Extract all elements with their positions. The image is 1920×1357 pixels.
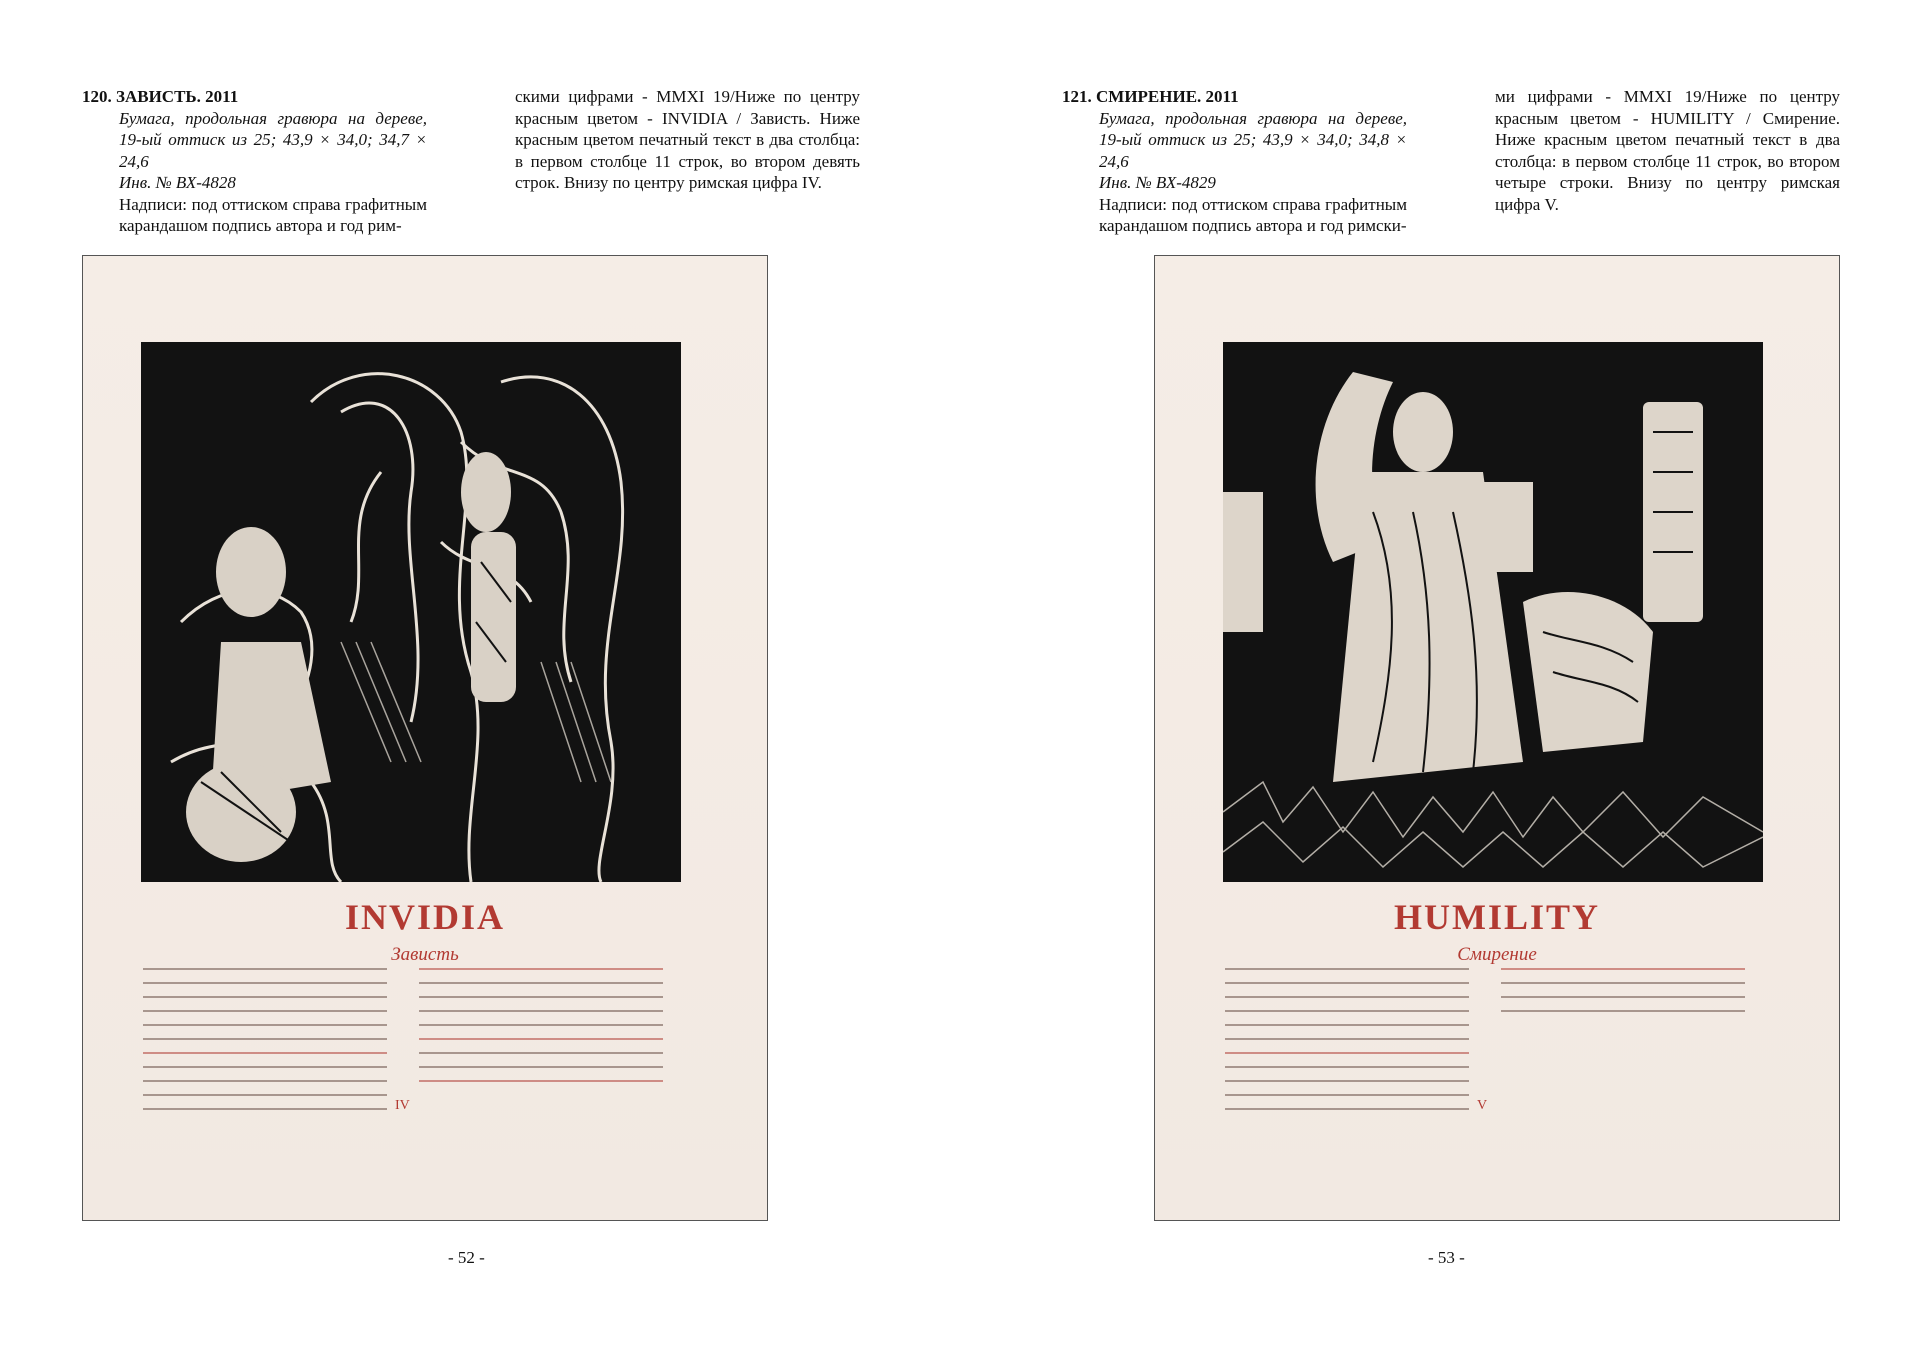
- entry-column-1: [1062, 86, 1407, 237]
- print-roman-numeral: IV: [395, 1098, 410, 1113]
- print-title: HUMILITY: [1393, 897, 1601, 937]
- entry-title: 120. ЗАВИСТЬ. 2011: [82, 87, 239, 106]
- print-text-column-1: [143, 968, 387, 1118]
- print-title: INVIDIA: [344, 897, 506, 937]
- entry-inventory: Инв. № ВХ-4828: [119, 173, 236, 192]
- entry-column-2: скими цифрами - MMXI 19/Ниже по центру красным цветом - INVIDIA / Зависть. Ниже красным цветом печатный текст в два столбца: в первом столбце 11 строк, во втором девять строк. Внизу по центру римская цифра IV.: [515, 87, 860, 192]
- entry-inscriptions: Надписи: под оттиском справа графитным карандашом подпись автора и год рим-: [119, 194, 427, 235]
- engraving-image: [141, 342, 681, 882]
- entry-inscriptions: Надписи: под оттиском справа графитным карандашом подпись автора и год римски-: [1099, 194, 1407, 235]
- print-body-text: [1225, 968, 1745, 1118]
- woodcut-engraving-humility: [1223, 342, 1763, 882]
- entry-column-1: [82, 86, 427, 237]
- print-body-text: [143, 968, 663, 1118]
- engraving-image: [1223, 342, 1763, 882]
- print-text-column-2: [419, 968, 663, 1118]
- entry-technique: Бумага, продольная гравюра на дереве, 19-ый оттиск из 25; 43,9 × 34,0; 34,8 × 24,6: [1099, 108, 1407, 171]
- entry-technique: Бумага, продольная гравюра на дереве, 19-ый оттиск из 25; 43,9 × 34,0; 34,7 × 24,6: [119, 108, 427, 171]
- entry-inventory: Инв. № ВХ-4829: [1099, 173, 1216, 192]
- print-roman-numeral: V: [1477, 1098, 1488, 1113]
- print-reproduction-humility: [1154, 255, 1840, 1221]
- page-number: - 53 -: [1428, 1248, 1465, 1267]
- woodcut-engraving-envy: [141, 342, 681, 882]
- print-subtitle: Зависть: [391, 944, 459, 965]
- print-text-column-2: [1501, 968, 1745, 1118]
- right-page: [960, 0, 1920, 1357]
- entry-title: 121. СМИРЕНИЕ. 2011: [1062, 87, 1239, 106]
- print-subtitle: Смирение: [1457, 944, 1537, 965]
- print-text-column-1: [1225, 968, 1469, 1118]
- entry-column-2: ми цифрами - MMXI 19/Ниже по центру красным цветом - HUMILITY / Смирение. Ниже красным цветом печатный текст в два столбца: в первом столбце 11 строк, во втором четыре строки. Внизу по центру римская цифра V.: [1495, 87, 1840, 214]
- print-reproduction-invidia: [82, 255, 768, 1221]
- page-number: - 52 -: [448, 1248, 485, 1267]
